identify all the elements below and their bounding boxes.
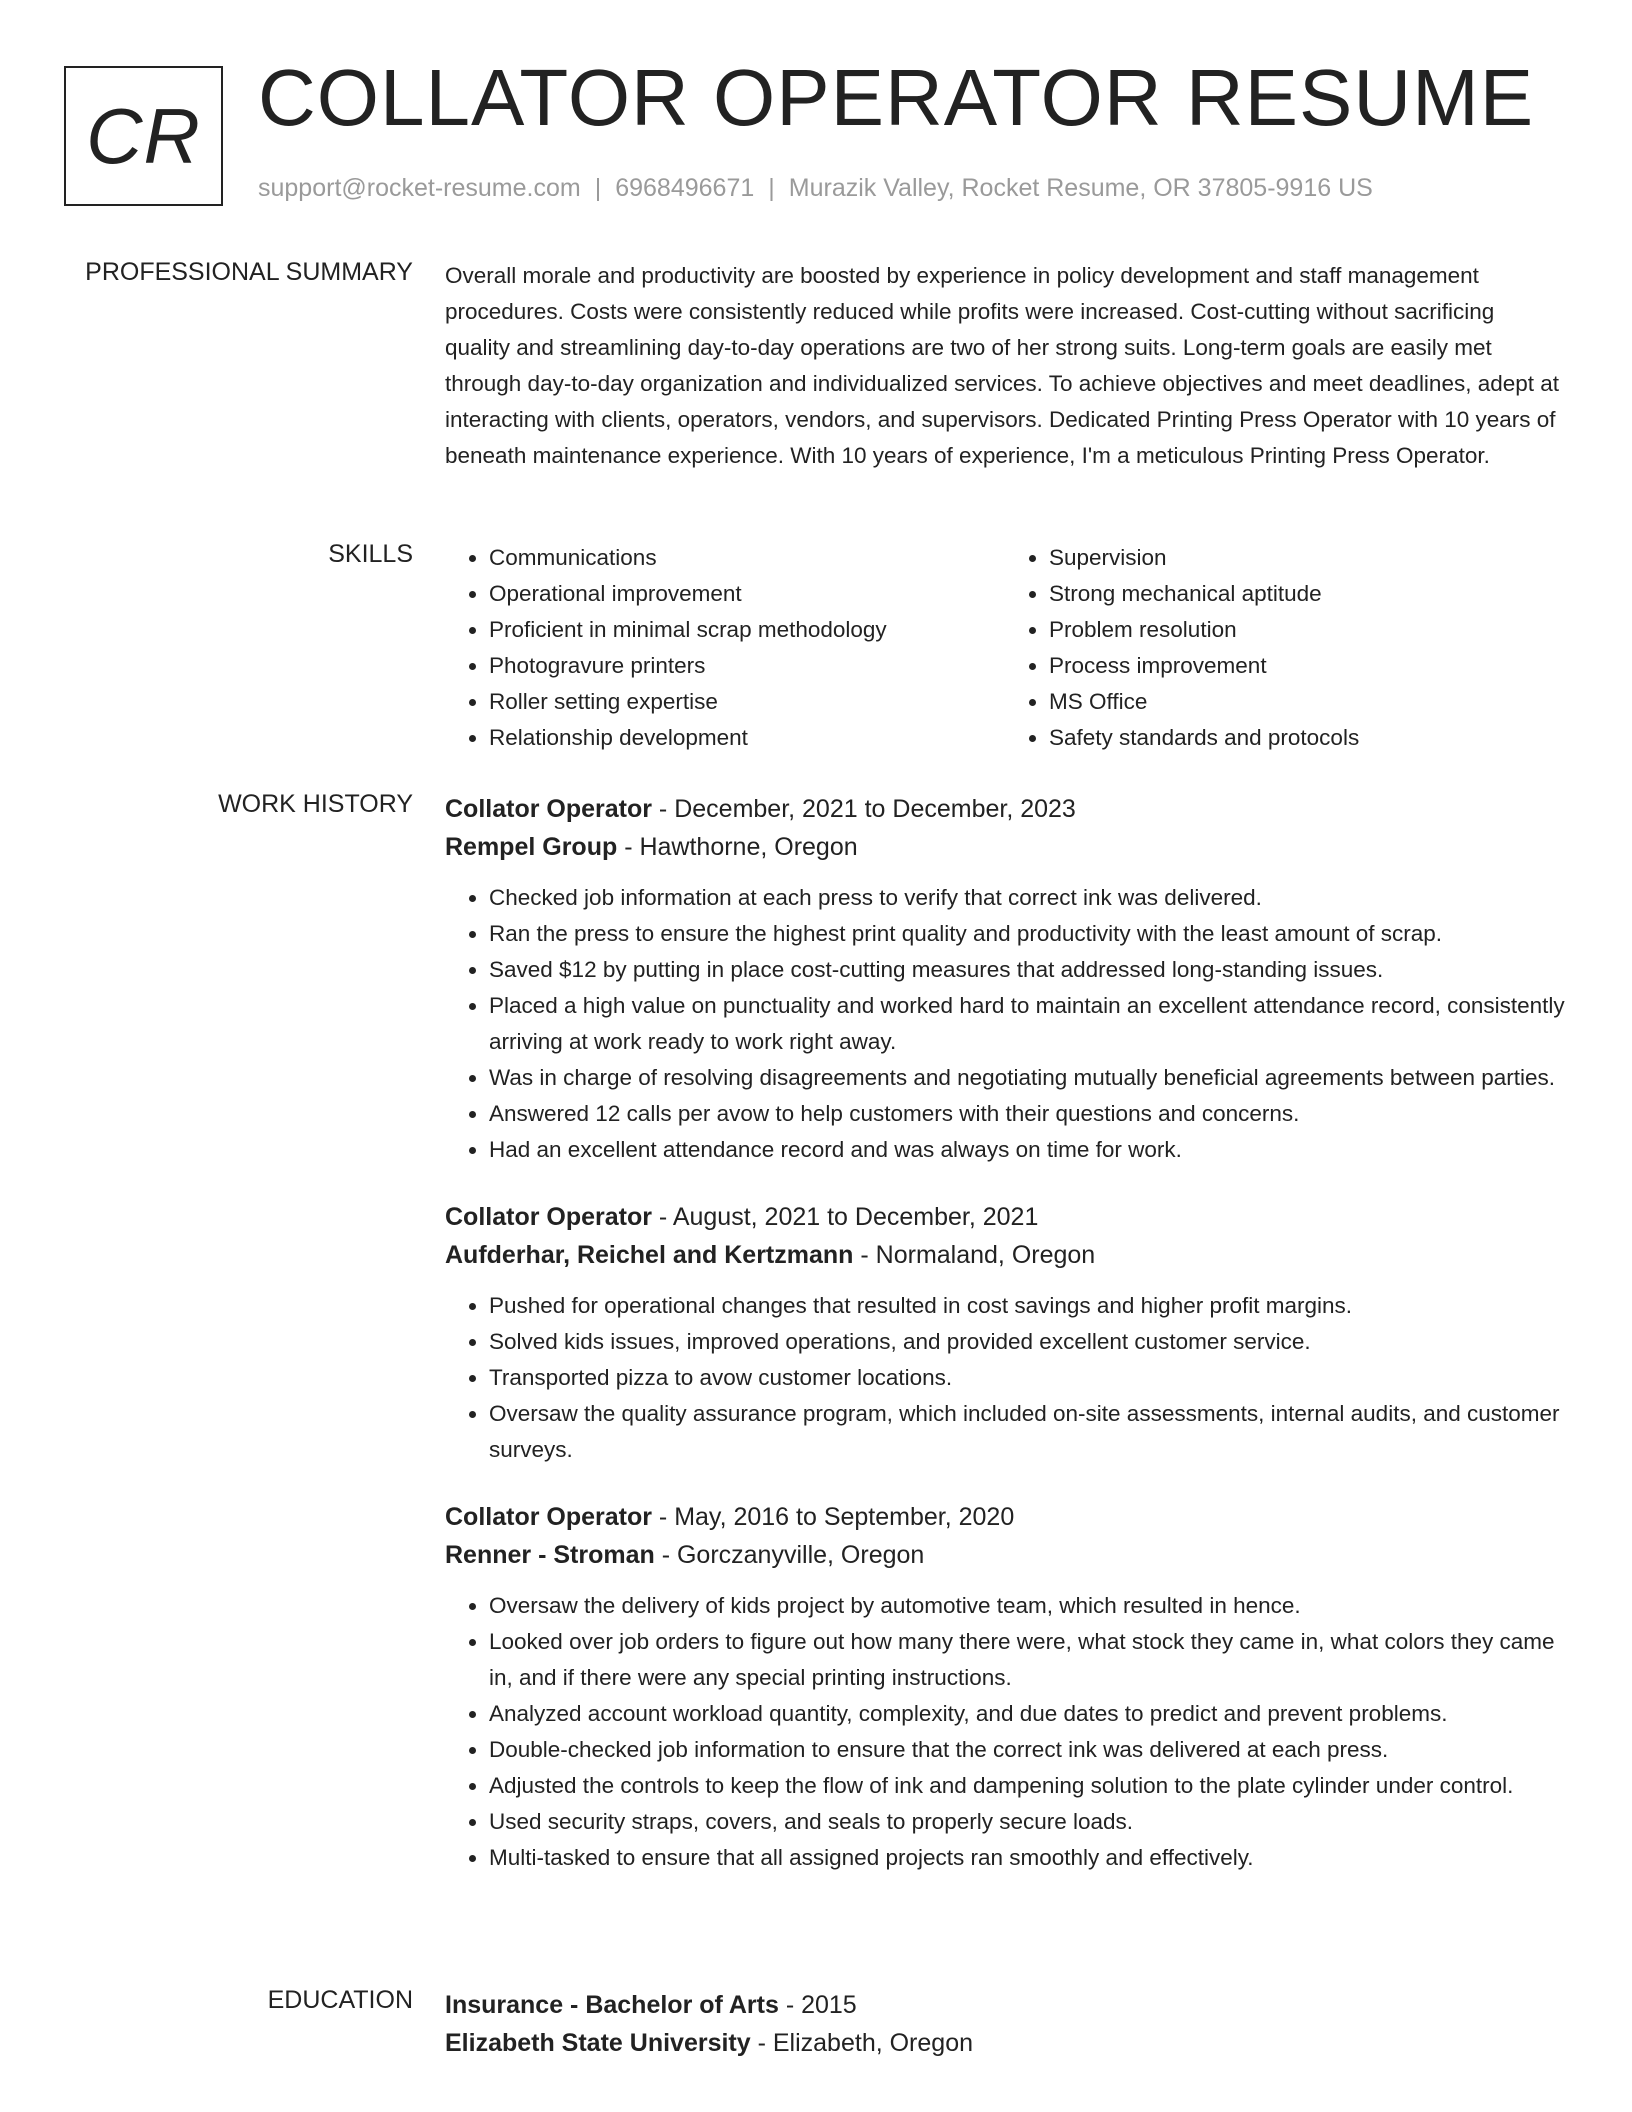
- job-title: Collator Operator: [445, 1503, 652, 1531]
- job-title: Collator Operator: [445, 795, 652, 823]
- skill-item: • Relationship development: [489, 720, 1005, 756]
- job-entry: [445, 1498, 1565, 1876]
- education-school: Elizabeth State University: [445, 2029, 751, 2057]
- contact-address: Murazik Valley, Rocket Resume, OR 37805-9916 US: [788, 174, 1373, 202]
- job-dates: - May, 2016 to September, 2020: [651, 1503, 1015, 1531]
- job-bullets: [445, 1288, 1565, 1468]
- skill-item: • Supervision: [1049, 540, 1565, 576]
- education-school-line: [445, 2024, 1565, 2062]
- contact-phone[interactable]: 6968496671: [615, 174, 755, 202]
- skill-item: • Process improvement: [1049, 648, 1565, 684]
- job-entry: [445, 790, 1565, 1168]
- section-heading-summary: PROFESSIONAL SUMMARY: [85, 258, 413, 286]
- summary-body: [445, 258, 1565, 474]
- job-bullet: • Placed a high value on punctuality and worked hard to maintain an excellent attendance record, consistently arriving at work ready to work right away.: [489, 988, 1565, 1060]
- job-bullet: • Had an excellent attendance record and was always on time for work.: [489, 1132, 1565, 1168]
- job-dates: - December, 2021 to December, 2023: [651, 795, 1076, 823]
- job-title: Collator Operator: [445, 1203, 652, 1231]
- job-bullet: • Ran the press to ensure the highest print quality and productivity with the least amount of scrap.: [489, 916, 1565, 952]
- job-bullet: • Transported pizza to avow customer locations.: [489, 1360, 1565, 1396]
- job-dates: - August, 2021 to December, 2021: [651, 1203, 1039, 1231]
- job-bullet: • Oversaw the delivery of kids project by automotive team, which resulted in hence.: [489, 1588, 1565, 1624]
- skills-list-left: [445, 540, 1005, 756]
- education-location: - Elizabeth, Oregon: [750, 2029, 973, 2057]
- job-bullet: • Used security straps, covers, and seals to properly secure loads.: [489, 1804, 1565, 1840]
- contact-email[interactable]: support@rocket-resume.com: [258, 174, 581, 202]
- job-entry: [445, 1198, 1565, 1468]
- job-location: - Hawthorne, Oregon: [617, 833, 858, 861]
- job-company: Renner - Stroman: [445, 1541, 655, 1569]
- education-degree: Insurance - Bachelor of Arts: [445, 1991, 779, 2019]
- skill-item: • MS Office: [1049, 684, 1565, 720]
- section-heading-work-history: WORK HISTORY: [218, 790, 413, 818]
- job-bullet: • Oversaw the quality assurance program, which included on-site assessments, internal audits, and customer surveys.: [489, 1396, 1565, 1468]
- summary-text: Overall morale and productivity are boosted by experience in policy development and staff management procedures. Costs were consistently reduced while profits were increased. Cost-cutting without sacrificing quality and streamlining day-to-day operations are two of her strong suits. Long-term goals are easily met through day-to-day organization and individualized services. To achieve objectives and meet deadlines, adept at interacting with clients, operators, vendors, and supervisors. Dedicated Printing Press Operator with 10 years of beneath maintenance experience. With 10 years of experience, I'm a meticulous Printing Press Operator.: [445, 263, 1560, 468]
- job-bullet: • Double-checked job information to ensure that the correct ink was delivered at each press.: [489, 1732, 1565, 1768]
- job-bullet: • Analyzed account workload quantity, complexity, and due dates to predict and prevent problems.: [489, 1696, 1565, 1732]
- job-bullets: [445, 880, 1565, 1168]
- job-bullet: • Solved kids issues, improved operations, and provided excellent customer service.: [489, 1324, 1565, 1360]
- job-location: - Gorczanyville, Oregon: [654, 1541, 925, 1569]
- skills-body: [445, 540, 1565, 756]
- job-bullet: • Adjusted the controls to keep the flow of ink and dampening solution to the plate cylinder under control.: [489, 1768, 1565, 1804]
- skill-item: • Communications: [489, 540, 1005, 576]
- job-company-line: [445, 1236, 1565, 1274]
- education-body: [445, 1986, 1565, 2062]
- skill-item: • Problem resolution: [1049, 612, 1565, 648]
- job-company: Aufderhar, Reichel and Kertzmann: [445, 1241, 854, 1269]
- contact-line: [258, 174, 1373, 203]
- job-bullet: • Looked over job orders to figure out how many there were, what stock they came in, what colors they came in, and if there were any special printing instructions.: [489, 1624, 1565, 1696]
- section-heading-education: EDUCATION: [267, 1986, 413, 2014]
- job-bullet: • Answered 12 calls per avow to help customers with their questions and concerns.: [489, 1096, 1565, 1132]
- job-bullet: • Saved $12 by putting in place cost-cutting measures that addressed long-standing issues.: [489, 952, 1565, 988]
- job-title-line: [445, 1498, 1565, 1536]
- job-title-line: [445, 1198, 1565, 1236]
- work-history-body: [445, 790, 1565, 1876]
- education-degree-line: [445, 1986, 1565, 2024]
- education-year: - 2015: [778, 1991, 857, 2019]
- job-location: - Normaland, Oregon: [853, 1241, 1096, 1269]
- skill-item: • Photogravure printers: [489, 648, 1005, 684]
- monogram-logo: CR: [64, 66, 223, 206]
- contact-separator: |: [768, 174, 775, 202]
- skill-item: • Safety standards and protocols: [1049, 720, 1565, 756]
- job-company-line: [445, 828, 1565, 866]
- section-heading-skills: SKILLS: [328, 540, 413, 568]
- job-bullet: • Checked job information at each press to verify that correct ink was delivered.: [489, 880, 1565, 916]
- skill-item: • Proficient in minimal scrap methodology: [489, 612, 1005, 648]
- resume-title: COLLATOR OPERATOR RESUME: [258, 53, 1535, 142]
- contact-separator: |: [594, 174, 602, 202]
- job-bullets: [445, 1588, 1565, 1876]
- job-title-line: [445, 790, 1565, 828]
- skill-item: • Operational improvement: [489, 576, 1005, 612]
- job-company-line: [445, 1536, 1565, 1574]
- skill-item: • Roller setting expertise: [489, 684, 1005, 720]
- skills-list-right: [1005, 540, 1565, 756]
- job-company: Rempel Group: [445, 833, 618, 861]
- job-bullet: • Was in charge of resolving disagreements and negotiating mutually beneficial agreements between parties.: [489, 1060, 1565, 1096]
- job-bullet: • Multi-tasked to ensure that all assigned projects ran smoothly and effectively.: [489, 1840, 1565, 1876]
- skill-item: • Strong mechanical aptitude: [1049, 576, 1565, 612]
- job-bullet: • Pushed for operational changes that resulted in cost savings and higher profit margins.: [489, 1288, 1565, 1324]
